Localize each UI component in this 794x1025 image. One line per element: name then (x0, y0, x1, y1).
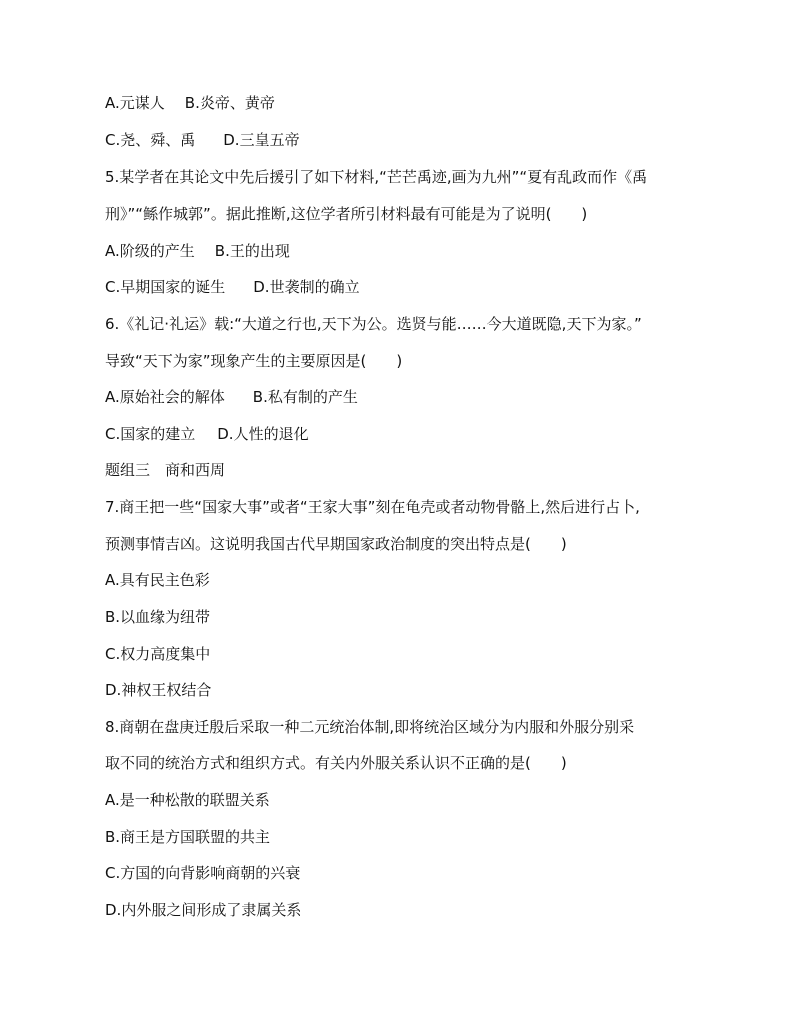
q8-option-c: C.方国的向背影响商朝的兴衰 (105, 864, 301, 882)
q5-option-d: D.世袭制的确立 (253, 278, 360, 296)
q7-option-a: A.具有民主色彩 (105, 571, 210, 589)
q7-stem-line-1: 7.商王把一些“国家大事”或者“王家大事”刻在龟壳或者动物骨骼上,然后进行占卜, (105, 498, 640, 516)
q6-option-c: C.国家的建立 (105, 425, 196, 443)
q7-option-b: B.以血缘为纽带 (105, 608, 211, 626)
q7-option-d: D.神权王权结合 (105, 681, 212, 699)
q6-option-a: A.原始社会的解体 (105, 388, 225, 406)
q6-stem-line-1: 6.《礼记·礼运》载:“大道之行也,天下为公。选贤与能……今大道既隐,天下为家。” (105, 315, 642, 333)
q7-option-c: C.权力高度集中 (105, 645, 211, 663)
q4-options-row-1 (105, 92, 275, 114)
q4-option-d: D.三皇五帝 (223, 131, 300, 149)
q6-options-row-2 (105, 423, 309, 445)
q8-stem-line-1: 8.商朝在盘庚迁殷后采取一种二元统治体制,即将统治区域分为内服和外服分别采 (105, 718, 635, 736)
q5-stem-line-2: 刑》”“鲧作城郭”。据此推断,这位学者所引材料最有可能是为了说明( ) (105, 205, 588, 223)
q7-stem-line-2: 预测事情吉凶。这说明我国古代早期国家政治制度的突出特点是( ) (105, 535, 567, 553)
q5-option-c: C.早期国家的诞生 (105, 278, 226, 296)
q8-stem-line-2: 取不同的统治方式和组织方式。有关内外服关系认识不正确的是( ) (105, 754, 567, 772)
q6-option-d: D.人性的退化 (217, 425, 309, 443)
q4-option-a: A.元谋人 (105, 94, 165, 112)
q8-option-b: B.商王是方国联盟的共主 (105, 828, 271, 846)
q8-option-a: A.是一种松散的联盟关系 (105, 791, 270, 809)
q4-option-b: B.炎帝、黄帝 (184, 94, 275, 112)
q4-options-row-2 (105, 129, 300, 151)
q5-options-row-1 (105, 240, 290, 262)
q4-option-c: C.尧、舜、禹 (105, 131, 196, 149)
q6-option-b: B.私有制的产生 (252, 388, 358, 406)
section-heading: 题组三 商和西周 (105, 461, 226, 479)
q5-options-row-2 (105, 276, 360, 298)
q5-option-a: A.阶级的产生 (105, 242, 195, 260)
q5-stem-line-1: 5.某学者在其论文中先后援引了如下材料,“芒芒禹迹,画为九州”“夏有乱政而作《禹 (105, 168, 648, 186)
q8-option-d: D.内外服之间形成了隶属关系 (105, 901, 302, 919)
q5-option-b: B.王的出现 (214, 242, 290, 260)
q6-stem-line-2: 导致“天下为家”现象产生的主要原因是( ) (105, 352, 403, 370)
q6-options-row-1 (105, 386, 358, 408)
